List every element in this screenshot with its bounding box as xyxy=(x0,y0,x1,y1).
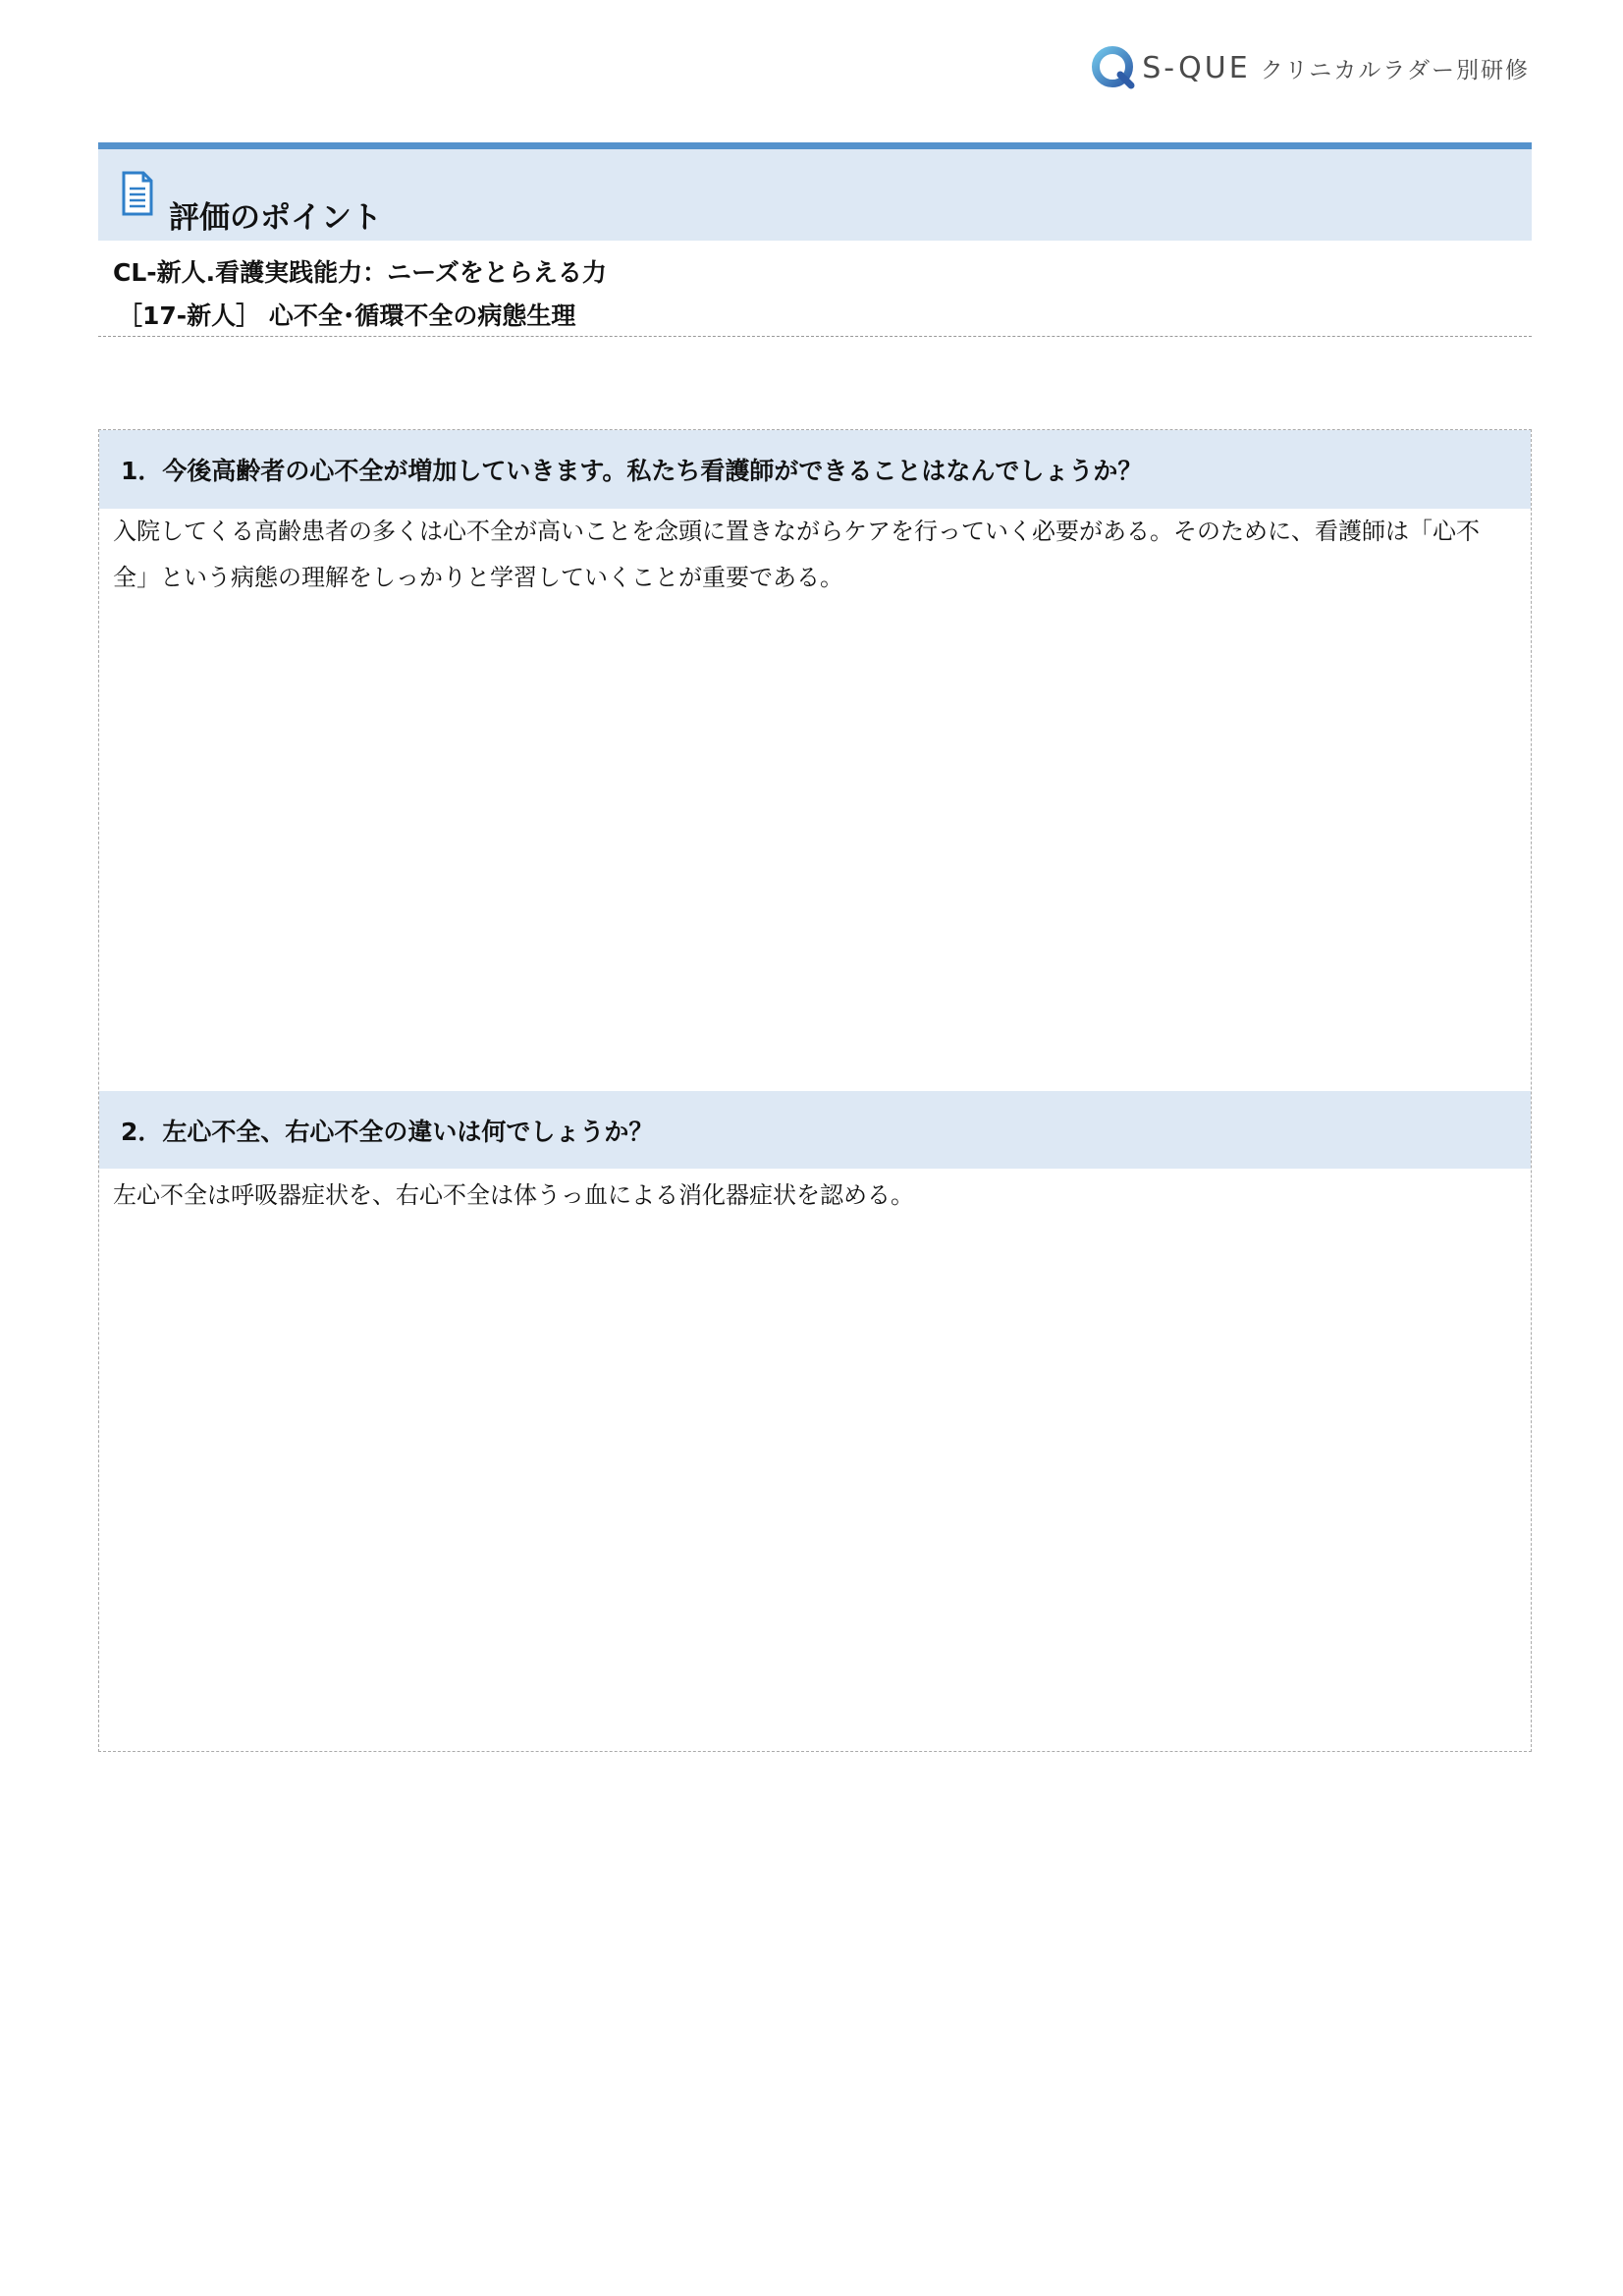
question-1-header xyxy=(99,430,1531,509)
logo-tagline: クリニカルラダー別研修 xyxy=(1260,57,1530,83)
course-title: ［17-新人］ 心不全･循環不全の病態生理 xyxy=(118,301,576,330)
answer-2-text: 左心不全は呼吸器症状を、右心不全は体うっ血による消化器症状を認める。 xyxy=(113,1181,914,1209)
question-1-text: 1．今後高齢者の心不全が増加していきます。私たち看護師ができることはなんでしょうか？ xyxy=(121,457,1143,485)
answer-1-text: 入院してくる高齢患者の多くは心不全が高いことを念頭に置きながらケアを行っていく必要がある。そのために、看護師は「心不全」という病態の理解をしっかりと学習していくことが重要である。 xyxy=(113,518,1480,591)
document-icon xyxy=(122,171,153,216)
evaluation-points-header xyxy=(98,142,1532,241)
brand-logo xyxy=(1091,45,1530,90)
s-que-logo-icon xyxy=(1091,45,1136,90)
ladder-category: CL-新人.看護実践能力：ニーズをとらえる力 xyxy=(113,258,607,287)
logo-brand-text: S-QUE xyxy=(1142,50,1251,85)
questions-box xyxy=(98,429,1532,1752)
section-title: 評価のポイント xyxy=(169,200,382,236)
title-divider xyxy=(98,336,1532,337)
question-2-text: 2．左心不全、右心不全の違いは何でしょうか？ xyxy=(121,1117,654,1146)
question-2-header xyxy=(99,1091,1531,1169)
